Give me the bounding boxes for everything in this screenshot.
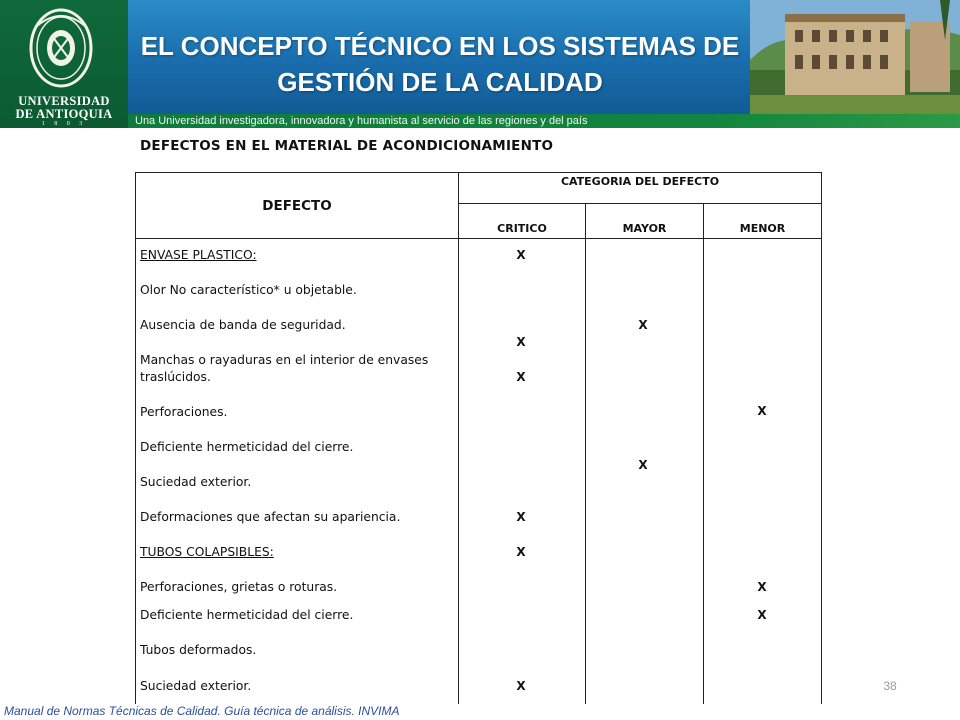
header-critico: CRITICO: [497, 222, 547, 235]
university-seal-icon: [22, 6, 100, 94]
defect-label: Suciedad exterior.: [140, 679, 252, 693]
header-categoria: CATEGORIA DEL DEFECTO: [560, 175, 720, 188]
university-founded: 1 8 0 3: [41, 121, 87, 127]
header-banner: [0, 0, 960, 128]
document-title: DEFECTOS EN EL MATERIAL DE ACONDICIONAMIENTO: [140, 138, 554, 154]
mark-critico: X: [516, 335, 526, 349]
section-heading: TUBOS COLAPSIBLES:: [140, 545, 274, 559]
defect-label: Manchas o rayaduras en el interior de envases traslúcidos.: [140, 353, 429, 384]
table-border-left: [135, 172, 136, 704]
table-col-divider-1: [458, 172, 459, 704]
table-header-divider: [459, 203, 822, 204]
defect-label: Olor No característico* u objetable.: [140, 283, 357, 297]
mark-critico: X: [516, 679, 526, 693]
page-title: [130, 28, 750, 100]
mark-critico: X: [516, 545, 526, 559]
mark-menor: X: [757, 608, 767, 622]
page-title-line1: EL CONCEPTO TÉCNICO EN LOS SISTEMAS DE: [140, 31, 740, 61]
source-citation: Manual de Normas Técnicas de Calidad. Guía técnica de análisis. INVIMA: [4, 704, 400, 718]
defect-label: Suciedad exterior.: [140, 475, 252, 489]
university-name-line2: DE ANTIOQUIA: [15, 107, 113, 121]
defect-label: Perforaciones, grietas o roturas.: [140, 580, 338, 594]
mark-menor: X: [757, 404, 767, 418]
page-number: 38: [883, 679, 897, 693]
mark-menor: X: [757, 580, 767, 594]
mark-mayor: X: [638, 318, 648, 332]
defect-label: Deformaciones que afectan su apariencia.: [140, 510, 401, 524]
defect-label: Perforaciones.: [140, 405, 228, 419]
mark-critico: X: [516, 510, 526, 524]
table-col-divider-2: [585, 203, 586, 704]
header-menor: MENOR: [739, 222, 786, 235]
campus-building-image: [750, 0, 960, 114]
defect-label: Tubos deformados.: [140, 643, 257, 657]
university-logo: [0, 0, 128, 128]
defect-label: Deficiente hermeticidad del cierre.: [140, 440, 354, 454]
page-title-line2: GESTIÓN DE LA CALIDAD: [277, 67, 603, 97]
table-col-divider-3: [703, 203, 704, 704]
section-heading: ENVASE PLASTICO:: [140, 248, 257, 262]
university-slogan: Una Universidad investigadora, innovadora y humanista al servicio de las regiones y del país: [135, 115, 588, 127]
header-mayor: MAYOR: [622, 222, 667, 235]
mark-critico: X: [516, 248, 526, 262]
header-defecto: DEFECTO: [262, 198, 332, 214]
mark-critico: X: [516, 370, 526, 384]
university-name-line1: UNIVERSIDAD: [18, 94, 110, 108]
defect-label: Ausencia de banda de seguridad.: [140, 318, 346, 332]
table-border-right: [821, 172, 822, 704]
defect-label: Deficiente hermeticidad del cierre.: [140, 608, 354, 622]
mark-mayor: X: [638, 458, 648, 472]
